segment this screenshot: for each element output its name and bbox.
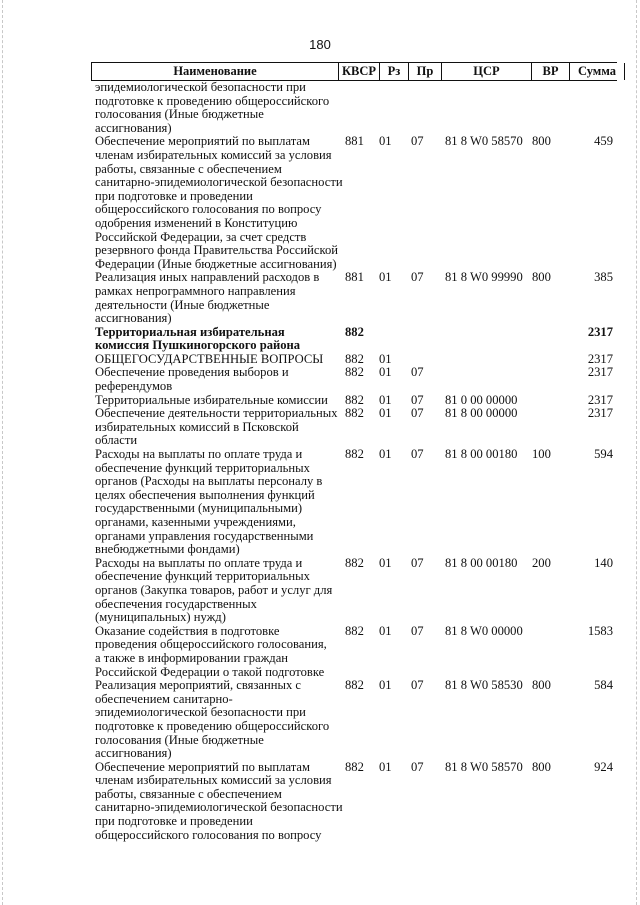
scan-edge-right [636,0,637,905]
kvsr-cell: 882 [345,365,364,380]
name-line: ассигнования) [95,311,172,326]
name-line: эпидемиологической безопасности при [95,80,306,94]
csr-cell: 81 8 W0 58530 [445,678,523,693]
name-line: голосования (Иные бюджетные [95,732,264,747]
table-row [91,761,617,843]
name-line: Территориальная избирательная [95,324,285,339]
name-line: ассигнования) [95,120,172,135]
sum-cell: 594 [594,447,613,462]
name-line: обеспечение функций территориальных [95,569,310,584]
column-header-csr: ЦСР [442,63,532,80]
vr-cell: 100 [532,447,551,462]
name-line: ассигнования) [95,746,172,761]
pr-cell: 07 [411,392,424,407]
sum-cell: 140 [594,555,613,570]
name-line: работы, связанные с обеспечением [95,786,282,801]
name-line: (муниципальных) нужд) [95,610,226,625]
csr-cell: 81 0 00 00000 [445,392,518,407]
rz-cell: 01 [379,365,392,380]
name-line: органов (Закупка товаров, работ и услуг для [95,582,333,597]
pr-cell: 07 [411,447,424,462]
name-line: подготовке к проведению общероссийского [95,93,330,108]
name-line: резервного фонда Правительства Российской [95,243,338,258]
rz-cell: 01 [379,759,392,774]
name-line: санитарно-эпидемиологической безопасности [95,175,343,190]
name-line: голосования (Иные бюджетные [95,107,264,122]
name-line: органами, казенными учреждениями, [95,515,296,529]
pr-cell: 07 [411,270,424,285]
csr-cell: 81 8 00 00180 [445,447,518,462]
pr-cell: 07 [411,365,424,380]
rz-cell: 01 [379,555,392,570]
vr-cell: 200 [532,555,551,570]
column-header-sum: Сумма [570,63,625,80]
name-line: избирательных комиссий в Псковской [95,419,299,434]
kvsr-cell: 882 [345,447,364,462]
kvsr-cell: 882 [345,406,364,421]
kvsr-cell: 881 [345,134,364,149]
rz-cell: 01 [379,406,392,421]
table-row [91,407,617,448]
kvsr-cell: 882 [345,351,364,366]
scan-edge-left [2,0,3,905]
name-line: членам избирательных комиссий за условия [95,147,332,162]
name-line: подготовке к проведению общероссийского [95,718,330,733]
column-header-kvsr: КВСР [339,63,380,80]
table-row [91,366,617,393]
name-line: Обеспечение мероприятий по выплатам [95,134,310,149]
name-cell [91,407,337,448]
sum-cell: 385 [594,270,613,285]
rz-cell: 01 [379,134,392,149]
rz-cell: 01 [379,270,392,285]
name-line: органами управления государственными [95,528,314,543]
name-line: референдумов [95,379,173,394]
name-cell [91,557,337,625]
name-line: при подготовке и проведении [95,188,253,203]
name-line: обеспечением санитарно- [95,691,233,706]
name-line: работы, связанные с обеспечением [95,161,282,176]
name-line: эпидемиологической безопасности при [95,705,306,720]
name-line: Расходы на выплаты по оплате труда и [95,447,303,462]
name-line: общероссийского голосования по вопросу [95,827,322,842]
column-header-rz: Рз [380,63,409,80]
name-line: Российской Федерации, за счет средств [95,229,307,244]
rz-cell: 01 [379,678,392,693]
sum-cell: 2317 [587,406,613,421]
table-row [91,679,617,761]
name-line: комиссия Пушкиногорского района [95,338,301,353]
name-cell [91,353,337,367]
name-cell [91,625,337,679]
sum-cell: 2317 [587,365,613,380]
name-line: внебюджетными фондами) [95,542,240,557]
table-row [91,557,617,625]
csr-cell: 81 8 W0 58570 [445,134,523,149]
name-line: органов (Расходы на выплаты персоналу в [95,474,323,489]
table-row [91,394,617,408]
kvsr-cell: 881 [345,270,364,285]
name-cell [91,326,337,353]
name-line: Реализация мероприятий, связанных с [95,678,301,693]
name-line: обеспечение функций территориальных [95,460,310,475]
name-line: одобрения изменений в Конституцию [95,215,298,230]
rz-cell: 01 [379,447,392,462]
name-cell [91,271,337,325]
sum-cell: 584 [594,678,613,693]
vr-cell: 800 [532,759,551,774]
sum-cell: 2317 [587,392,613,407]
sum-cell: 924 [594,759,613,774]
table-row [91,448,617,557]
name-cell [91,759,343,843]
vr-cell: 800 [532,134,551,149]
column-header-vr: ВР [532,63,570,80]
csr-cell: 81 8 W0 99990 [445,270,523,285]
name-line: ОБЩЕГОСУДАРСТВЕННЫЕ ВОПРОСЫ [95,351,324,366]
name-cell [91,448,337,557]
csr-cell: 81 8 W0 58570 [445,759,523,774]
table-row [91,625,617,679]
name-line: области [95,433,138,448]
table-row [91,353,617,367]
name-line: Реализация иных направлений расходов в [95,270,320,285]
sum-cell: 459 [594,134,613,149]
pr-cell: 07 [411,623,424,638]
table-body [91,81,617,842]
sum-cell: 2317 [587,351,613,366]
name-cell [91,679,337,761]
csr-cell: 81 8 00 00180 [445,555,518,570]
name-line: Обеспечение проведения выборов и [95,365,289,380]
table-row [91,326,617,353]
name-line: общероссийского голосования по вопросу [95,202,322,217]
kvsr-cell: 882 [345,759,364,774]
vr-cell: 800 [532,270,551,285]
table-row [91,81,617,135]
table-row [91,135,617,271]
name-line: обеспечения государственных [95,596,257,611]
name-line: Обеспечение деятельности территориальных [95,406,338,421]
kvsr-cell: 882 [345,623,364,638]
column-header-name: Наименование [91,63,339,80]
name-cell [91,134,343,271]
name-line: Обеспечение мероприятий по выплатам [95,759,310,774]
name-line: а также в информировании граждан [95,650,289,665]
pr-cell: 07 [411,406,424,421]
name-line: целях обеспечения выполнения функций [95,487,315,502]
name-line: санитарно-эпидемиологической безопасности [95,800,343,815]
pr-cell: 07 [411,555,424,570]
budget-table [91,62,617,842]
name-cell [91,366,337,393]
csr-cell: 81 8 W0 00000 [445,623,523,638]
table-row [91,271,617,325]
rz-cell: 01 [379,351,392,366]
kvsr-cell: 882 [345,555,364,570]
name-line: при подготовке и проведении [95,814,253,829]
name-line: проведения общероссийского голосования, [95,637,327,652]
name-cell [91,394,337,408]
rz-cell: 01 [379,623,392,638]
pr-cell: 07 [411,759,424,774]
name-line: рамках непрограммного направления [95,283,296,298]
name-line: государственными (муниципальными) [95,501,303,516]
kvsr-cell: 882 [345,678,364,693]
name-line: Расходы на выплаты по оплате труда и [95,555,303,570]
pr-cell: 07 [411,134,424,149]
rz-cell: 01 [379,392,392,407]
name-line: Российской Федерации о такой подготовке [95,664,325,679]
sum-cell: 1583 [587,623,613,638]
table-header [91,62,617,81]
kvsr-cell: 882 [345,324,364,339]
vr-cell: 800 [532,678,551,693]
pr-cell: 07 [411,678,424,693]
name-line: Оказание содействия в подготовке [95,623,280,638]
csr-cell: 81 8 00 00000 [445,406,518,421]
name-line: деятельности (Иные бюджетные [95,297,270,312]
column-header-pr: Пр [409,63,442,80]
name-line: членам избирательных комиссий за условия [95,773,332,788]
page-number: 180 [309,37,331,52]
sum-cell: 2317 [587,324,613,339]
name-line: Федерации (Иные бюджетные ассигнования) [95,256,337,271]
name-line: Территориальные избирательные комиссии [95,392,328,407]
name-cell [91,81,337,135]
kvsr-cell: 882 [345,392,364,407]
